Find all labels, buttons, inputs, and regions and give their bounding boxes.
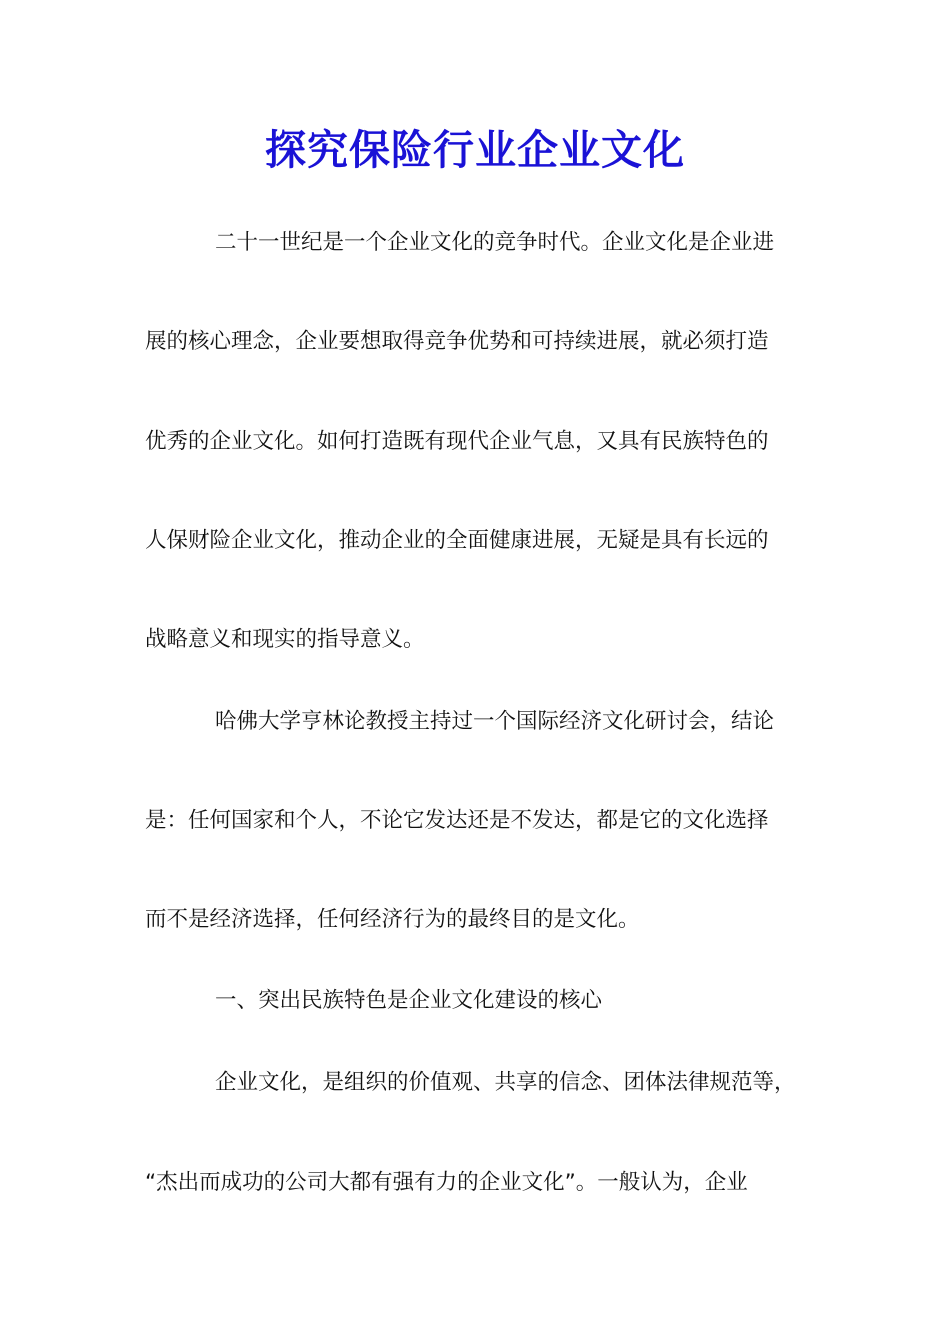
section-heading-1: 一、突出民族特色是企业文化建设的核心 bbox=[215, 988, 603, 1013]
paragraph-2-line-1: 哈佛大学亨林论教授主持过一个国际经济文化研讨会，结论 bbox=[215, 709, 775, 734]
document-title: 探究保险行业企业文化 bbox=[265, 126, 685, 174]
paragraph-2-line-3: 而不是经济选择，任何经济行为的最终目的是文化。 bbox=[145, 907, 640, 932]
paragraph-1-line-3: 优秀的企业文化。如何打造既有现代企业气息，又具有民族特色的 bbox=[145, 429, 769, 454]
paragraph-2-line-2: 是：任何国家和个人，不论它发达还是不发达，都是它的文化选择 bbox=[145, 808, 769, 833]
paragraph-1-line-5: 战略意义和现实的指导意义。 bbox=[145, 627, 425, 652]
paragraph-1-line-1: 二十一世纪是一个企业文化的竞争时代。企业文化是企业进 bbox=[215, 230, 775, 255]
paragraph-3-line-1: 企业文化，是组织的价值观、共享的信念、团体法律规范等， bbox=[215, 1070, 796, 1095]
paragraph-3-line-2: “杰出而成功的公司大都有强有力的企业文化”。一般认为，企业 bbox=[145, 1170, 748, 1195]
paragraph-1-line-4: 人保财险企业文化，推动企业的全面健康进展，无疑是具有长远的 bbox=[145, 528, 769, 553]
paragraph-1-line-2: 展的核心理念，企业要想取得竞争优势和可持续进展，就必须打造 bbox=[145, 329, 769, 354]
